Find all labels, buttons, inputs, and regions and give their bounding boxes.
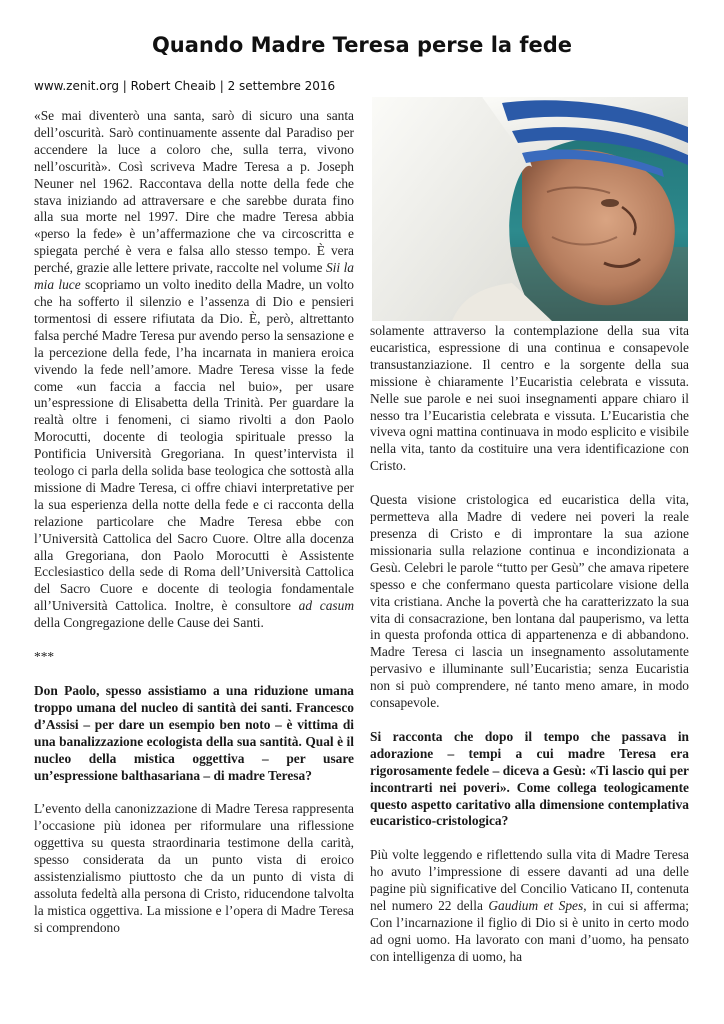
right-column — [370, 323, 689, 983]
document-title: Gaudium et Spes — [488, 898, 584, 914]
interview-question-2: Si racconta che dopo il tempo che passava in adorazione – tempi a cui madre Teresa era rigorosamente fedele – diceva a Gesù: «Ti lascio qui per incontrarti nei poveri». Come collega teologicamente questo aspetto caritativo alla dimensione contemplativa eucaristico-cristologica? — [370, 728, 689, 829]
book-title: Sii la mia luce — [34, 260, 354, 293]
interview-question-1: Don Paolo, spesso assistiamo a una riduzione umana troppo umana del nucleo di santità dei santi. Francesco d’Assisi – per dare un esempio ben noto – è vittima di una banalizzazione ecologista della sua santità. Qual è il nucleo della mistica oggettiva – per usare un’espressione balthasariana – di madre Teresa? — [34, 683, 354, 783]
left-column — [34, 108, 354, 954]
latin-phrase: ad casum — [298, 598, 354, 614]
byline: www.zenit.org | Robert Cheaib | 2 settembre 2016 — [34, 79, 336, 93]
section-separator: *** — [34, 649, 55, 665]
paragraph-2: Questa visione cristologica ed eucaristica della vita, permetteva alla Madre di vedere nei poveri la reale presenza di Cristo e di improntare la sua azione missionaria sulla relazione continua e incondizionata a Gesù. Celebri le parole “tutto per Gesù” che amava ripetere spesso e che confermano questa particolare visione della vita cristiana. Anche la povertà che ha caratterizzato la sua vita di consacrazione, ben lontana dal pauperismo, va letta in questa profonda ottica di appartenenza e di abbandono. Madre Teresa ci lascia un insegnamento assolutamente pervasivo e illuminante sull’Eucaristia; senza Eucaristia non si può comprendere, né tanto meno amare, in modo consapevole. — [370, 492, 689, 711]
intro-paragraph: «Se mai diventerò una santa, sarò di sicuro una santa dell’oscurità. Sarò continuamente assente dal Paradiso per accendere la luce a coloro che, sulla terra, vivono nell’oscurità». Così scriveva Madre Teresa a p. Joseph Neuner nel 1962. Raccontava della notte della fede che stava iniziando ad attraversare e che sarebbe durata fino alla sua morte nel 1997. Dire che madre Teresa abbia «perso la fede» è un’affermazione che va circoscritta e spiegata perché è vera e falsa allo stesso tempo. È vera perché, grazie alle lettere private, raccolte nel volume Sii la mia luce scopriamo un volto inedito della Madre, un volto che ha sofferto il silenzio e l’assenza di Dio e pensieri tormentosi di essere rifiutata da Dio. È, però, altrettanto falsa perché Madre Teresa pur avendo perso la sensazione e la percezione della fede, l’ha incarnata in maniera eroica vivendo la fede nell’amore. Madre Teresa visse la fede come «un faccia a faccia nel buio», per usare un’espressione di Elisabetta della Trinità. Per guardare la realtà oltre i fenomeni, ci siamo rivolti a don Paolo Morocutti, docente di teologia spirituale presso la Pontificia Università Gregoriana. In quest’intervista il teologo ci parla della solida base teologica che sottostà alla missione di Madre Teresa, ci offre chiavi interpretative per la sua esperienza della notte della fede e ci racconta della relazione particolare che Madre Teresa ebbe con l’Università Cattolica del Sacro Cuore. Oltre alla docenza alla Gregoriana, don Paolo Morocutti è Assistente Ecclesiastico della sede di Roma dell’Università Cattolica del Sacro Cuore e docente di teologia fondamentale all’Università Cattolica. Inoltre, è consultore ad casum della Congregazione delle Cause dei Santi. — [34, 108, 354, 631]
interview-answer-1: L’evento della canonizzazione di Madre Teresa rappresenta l’occasione più idonea per riformulare una riflessione oggettiva su questa straordinaria testimone della carità, spesso considerata da un punto vista di eroico assistenzialismo piuttosto che da un punto di vista di assoluta fedeltà alla persona di Cristo, riducendone talvolta la mistica oggettiva. La missione e l’opera di Madre Teresa si comprendono — [34, 801, 354, 935]
page-title: Quando Madre Teresa perse la fede — [151, 33, 573, 57]
interview-answer-1-continued: solamente attraverso la contemplazione della sua vita eucaristica, espressione di una continua e consapevole transustanziazione. Il centro e la sorgente della sua missione è chiaramente l’Eucaristia celebrata e vissuta. Nelle sue parole e nei suoi insegnamenti appare chiaro il nesso tra l’Eucaristia celebrata e vissuta. L’Eucaristia che viveva ogni mattina continuava in modo esplicito e visibile nella vita, tanto da costituire una vera identificazione con Cristo. — [370, 323, 689, 474]
interview-answer-2: Più volte leggendo e riflettendo sulla vita di Madre Teresa ho avuto l’impressione di essere davanti ad una delle pagine più significative del Concilio Vaticano II, contenuta nel numero 22 della Gaudium et Spes, in cui si afferma; Con l’incarnazione il figlio di Dio si è unito in certo modo ad ogni uomo. Ha lavorato con mani d’uomo, ha pensato con intelligenza di uomo, ha — [370, 847, 689, 964]
portrait-photo — [372, 97, 688, 321]
